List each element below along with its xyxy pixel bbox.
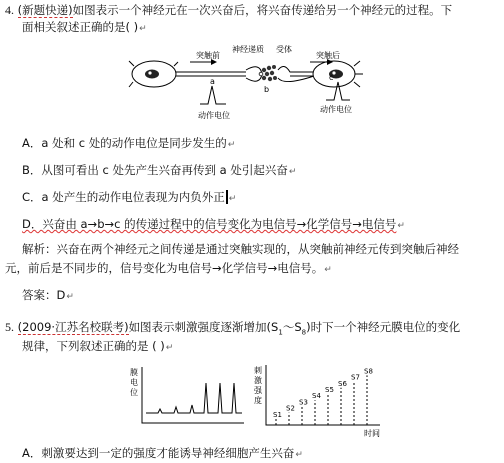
- q4-neuron-figure: [128, 40, 374, 122]
- left-nucleus: [145, 70, 159, 79]
- q5-line1: 5. (2009·江苏名校联考)如图表示刺激强度逐渐增加$(S_1\sim S_8)$时下一个神经元膜电位的变化: [5, 320, 461, 337]
- stimulus-label: S1: [273, 410, 282, 419]
- q4-line1: [5, 3, 452, 17]
- stimulus-label: S8: [364, 367, 373, 376]
- q4-analysis-1: 解析：兴奋在两个神经元之间传递是通过突触实现的，从突触前神经元传到突触后神经: [22, 242, 459, 256]
- label-b: b: [264, 85, 270, 94]
- q4-stem-1: 如图表示一个神经元在一次兴奋后，将兴奋传递给另一个神经元的过程。下: [72, 3, 453, 17]
- q4-option-c: C．a 处产生的动作电位表现为内负外正 ↵: [22, 190, 237, 204]
- potential-trace-a: [200, 86, 226, 104]
- stimulus-label: S2: [286, 404, 295, 413]
- q5-line2: 规律，下列叙述正确的是 ( )↵: [22, 339, 174, 353]
- q5-option-a: A．刺激要达到一定的强度才能诱导神经细胞产生兴奋↵: [22, 446, 303, 460]
- right-ylabel-char: 强: [254, 386, 262, 395]
- q4-analysis-2: 元，前后是不同步的，信号变化为电信号→化学信号→电信号。↵: [5, 261, 332, 275]
- left-axes: [142, 367, 244, 423]
- return-mark: ↵: [139, 24, 147, 34]
- label-synapse-front: 突触前: [196, 51, 220, 60]
- right-ylabel-char: 度: [254, 396, 262, 405]
- label-potential-1: 动作电位: [198, 111, 230, 120]
- stimulus-label: S7: [351, 373, 360, 382]
- q4-line2: [22, 20, 147, 36]
- left-ylabel-char: 位: [130, 388, 138, 397]
- q4-answer: 答案：D↵: [22, 288, 74, 302]
- stimulus-bars: [273, 367, 373, 425]
- right-ylabel-char: 激: [254, 376, 262, 385]
- right-axes: [266, 365, 380, 425]
- label-c: c: [329, 73, 334, 82]
- label-receptor: 受体: [276, 45, 292, 54]
- membrane-potential-trace: [146, 383, 242, 413]
- stimulus-label: S3: [299, 398, 308, 407]
- label-transmitter: 神经递质: [232, 45, 264, 54]
- left-axon: [176, 72, 246, 76]
- synaptic-vesicles: [259, 65, 277, 81]
- stimulus-label: S6: [338, 379, 347, 388]
- q4-option-a: A．a 处和 c 处的动作电位是同步发生的↵: [22, 136, 236, 150]
- q4-source: (新题快递): [17, 3, 73, 17]
- left-ylabel-char: 电: [130, 378, 138, 387]
- stimulus-label: S4: [312, 392, 321, 401]
- q5-number: 5.: [5, 320, 14, 334]
- q5-stimulus-chart: [254, 363, 384, 439]
- left-nucleolus: [148, 71, 151, 74]
- q4-option-b: B．从图可看出 c 处先产生兴奋再传到 a 处引起兴奋↵: [22, 163, 297, 177]
- label-synapse-back: 突触后: [316, 51, 340, 60]
- q5-source: (2009·江苏名校联考): [17, 320, 129, 334]
- right-ylabel-char: 刺: [254, 366, 262, 375]
- q4-number: 4.: [5, 3, 14, 17]
- right-dendrites: [354, 61, 363, 87]
- q4-option-d: D．兴奋由 a→b→c 的传递过程中的信号变化为电信号→化学信号→电信号↵: [22, 217, 405, 231]
- q5-membrane-potential-chart: [130, 365, 248, 427]
- label-a: a: [210, 77, 215, 86]
- postsynaptic-membrane: [278, 66, 314, 81]
- label-potential-2: 动作电位: [320, 105, 352, 114]
- left-ylabel-char: 膜: [130, 368, 138, 377]
- q4-stem-2: 面相关叙述正确的是( ): [22, 20, 139, 34]
- stimulus-label: S5: [325, 386, 334, 394]
- xlabel-time: 时间: [364, 429, 380, 438]
